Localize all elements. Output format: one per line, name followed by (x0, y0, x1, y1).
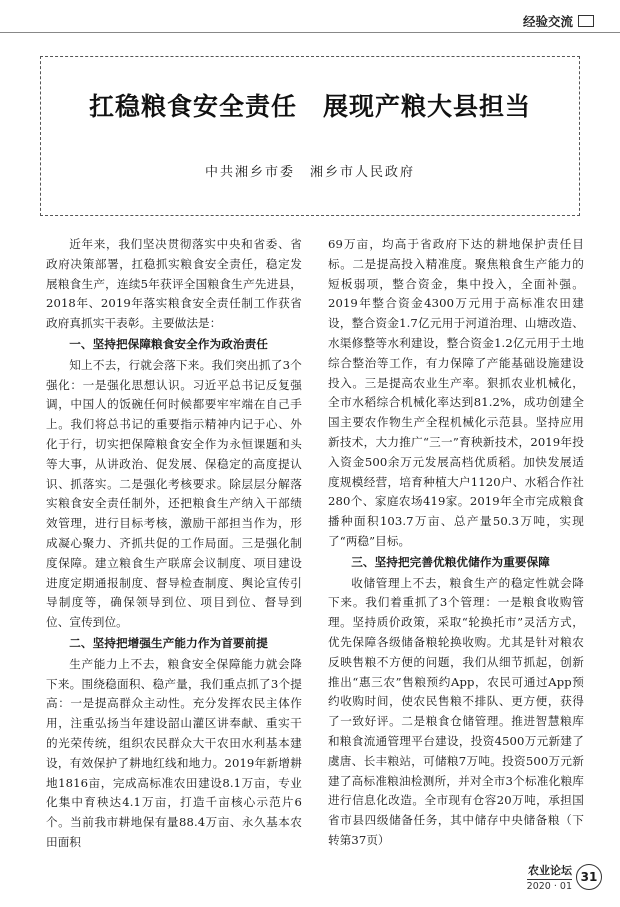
section-tag (523, 12, 594, 30)
paragraph: 收储管理上不去，粮食生产的稳定性就会降下来。我们着重抓了3个管理：一是粮食收购管理。坚持质价政策，采取“轮换托市”灵活方式，优先保障各级储备粮轮换收购。尤其是针对粮农反映售粮不方便的问题，我们从细节抓起，创新推出“惠三农”售粮预约App，农民可通过App预约收购时间，使农民售粮不排队、更方便，获得了一致好评。二是粮食仓储管理。推进智慧粮库和粮食流通管理平台建设，投资4500万元新建了虞唐、长丰粮站，可储粮7万吨。投资500万元新建了高标准粮油检测所，并对全市3个标准化粮库进行信息化改造。全市现有仓容20万吨，承担国省市县四级储备任务，其中储存中央储备粮（下转第37页） (328, 575, 584, 847)
journal-issue: 2020 · 01 (526, 881, 572, 892)
section-heading: 三、坚持把完善优粮优储作为重要保障 (351, 554, 550, 569)
paragraph: 生产能力上不去，粮食安全保障能力就会降下来。围绕稳面积、稳产量，我们重点抓了3个提高：一是提高群众主动性。充分发挥农民主体作用，注重弘扬当年建设韶山灌区讲奉献、重实干的光荣传统，组织农民群众大干农田水利基本建设，有效保护了耕地红线和地力。2019年新增耕地1816亩，完成高标准农田建设8.1万亩，专业化集中育秧达4.1万亩，打造千亩核心示范片6个。当前我市耕地保有量88.4万亩、永久基本农田面积 (46, 656, 302, 849)
footer-text (527, 862, 572, 892)
article-authors: 中共湘乡市委 湘乡市人民政府 (204, 165, 415, 180)
journal-name: 农业论坛 (527, 862, 572, 880)
paragraph: 知上不去，行就会落下来。我们突出抓了3个强化：一是强化思想认识。习近平总书记反复强调，中国人的饭碗任何时候都要牢牢端在自己手上。我们将总书记的重要指示精神内记于心、外化于行，切实把保障粮食安全作为永恒课题和头等大事，从讲政治、促发展、保稳定的高度提认识、抓落实。二是强化考核要求。除层层分解落实粮食安全责任制外，还把粮食生产纳入干部绩效管理，进行目标考核，激励干部担当作为，形成凝心聚力、齐抓共促的工作局面。三是强化制度保障。建立粮食生产联席会议制度、项目建设进度定期通报制度、督导检查制度、舆论宣传引导制度等，确保领导到位、项目到位、督导到位、宣传到位。 (46, 357, 302, 630)
section-heading: 一、坚持把保障粮食安全作为政治责任 (69, 336, 268, 351)
article-title: 扛稳粮食安全责任 展现产粮大县担当 (88, 92, 531, 121)
paragraph: 69万亩，均高于省政府下达的耕地保护责任目标。二是提高投入精准度。聚焦粮食生产能力的短板弱项，整合资金，集中投入，全面补强。2019年整合资金4300万元用于高标准农田建设，整合资金1.7亿元用于河道治理、山塘改造、水渠修整等水利建设，整合资金1.2亿元用于土地综合整治等工作，有力保障了产能基础设施建设投入。三是提高农业生产率。狠抓农业机械化，全市水稻综合机械化率达到81.2%，成功创建全国主要农作物生产全程机械化示范县。坚持应用新技术，大力推广“三一”育秧新技术，2019年投入资金500余万元发展高档优质稻。加快发展适度规模经营，培育种植大户1120户、水稻合作社280个、家庭农场419家。2019年全市完成粮食播种面积103.7万亩、总产量50.3万吨，实现了“两稳”目标。 (328, 237, 584, 548)
page-number: 31 (576, 864, 602, 890)
section-heading: 二、坚持把增强生产能力作为首要前提 (69, 635, 268, 650)
header-rule (0, 32, 620, 33)
paragraph: 近年来，我们坚决贯彻落实中央和省委、省政府决策部署，扛稳抓实粮食安全责任，稳定发展粮食生产，连续5年获评全国粮食生产先进县，2018年、2019年落实粮食安全责任制工作获省政府真抓实干表彰。主要做法是： (46, 237, 302, 331)
title-box (40, 56, 580, 216)
column-left (46, 235, 302, 853)
column-right (328, 235, 584, 851)
section-box-icon (578, 15, 594, 27)
page-footer (527, 862, 602, 892)
section-label: 经验交流 (522, 14, 573, 29)
